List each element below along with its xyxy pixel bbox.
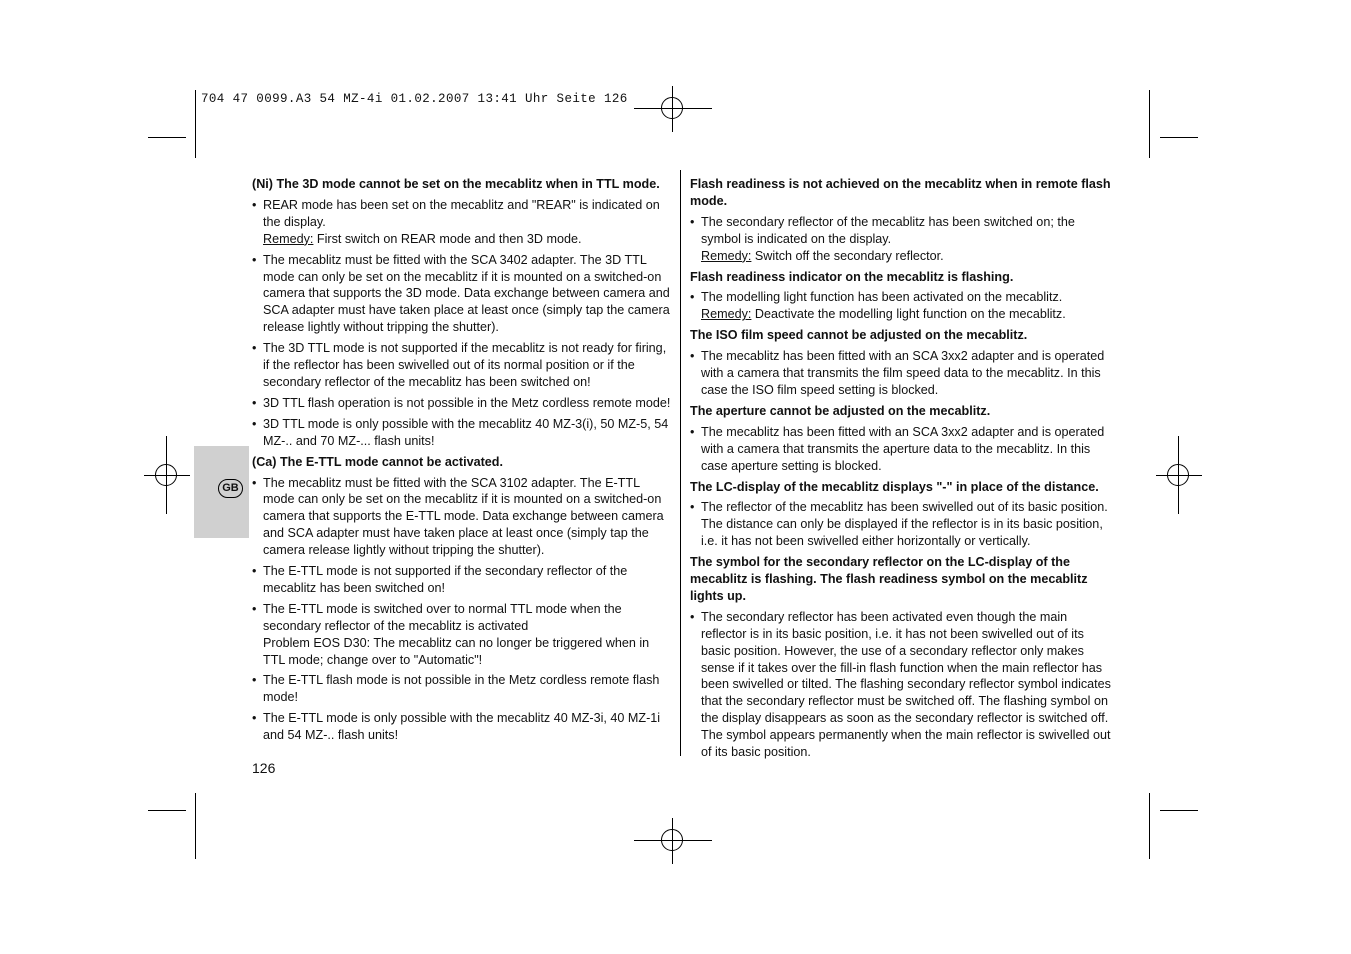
item-text: The 3D TTL mode is not supported if the mecablitz is not ready for firing, if the reflector has been swivelled out of its normal position or if the secondary reflector of the mecablitz has been switched on! xyxy=(263,341,667,389)
bullet-list xyxy=(252,475,672,745)
troubleshooting-section xyxy=(690,403,1112,475)
list-item xyxy=(690,609,1112,761)
troubleshooting-section xyxy=(252,176,672,450)
list-item xyxy=(690,424,1112,475)
remedy-label: Remedy: xyxy=(701,248,752,263)
item-text: The E-TTL mode is not supported if the secondary reflector of the mecablitz has been switched on! xyxy=(263,564,628,595)
item-text: The mecablitz must be fitted with the SCA 3102 adapter. The E-TTL mode can only be set on the mecablitz if it is mounted on a switched-on camera that supports the E-TTL mode. Data exchange between camera and SCA adapter must have taken place at least once (simply tap the camera release lightly without tripping the shutter). xyxy=(263,475,664,558)
list-item xyxy=(252,395,672,412)
item-text: 3D TTL mode is only possible with the mecablitz 40 MZ-3(i), 50 MZ-5, 54 MZ-.. and 70 MZ-... flash units! xyxy=(263,416,669,448)
left-column xyxy=(252,176,672,748)
list-item xyxy=(252,340,672,391)
item-text: The E-TTL mode is only possible with the mecablitz 40 MZ-3i, 40 MZ-1i and 54 MZ-.. flash units! xyxy=(263,711,661,743)
remedy-text: Deactivate the modelling light function on the mecablitz. xyxy=(751,307,1066,322)
section-heading: (Ca) The E-TTL mode cannot be activated. xyxy=(252,454,503,469)
section-heading: Flash readiness indicator on the mecablitz is flashing. xyxy=(690,269,1014,284)
section-heading: The aperture cannot be adjusted on the mecablitz. xyxy=(690,403,991,418)
list-item xyxy=(252,672,672,706)
section-heading: The ISO film speed cannot be adjusted on the mecablitz. xyxy=(690,328,1028,343)
language-badge: GB xyxy=(218,479,243,498)
item-text: The mecablitz has been fitted with an SCA 3xx2 adapter and is operated with a camera that transmits the film speed data to the mecablitz. In this case the ISO film speed setting is blocked. xyxy=(701,349,1105,397)
troubleshooting-section xyxy=(690,479,1112,551)
list-item xyxy=(690,499,1112,550)
list-item xyxy=(690,348,1112,399)
bullet-list xyxy=(690,348,1112,399)
crop-mark xyxy=(1149,90,1150,158)
list-item xyxy=(252,475,672,560)
crop-mark xyxy=(1160,137,1198,138)
section-heading: (Ni) The 3D mode cannot be set on the mecablitz when in TTL mode. xyxy=(252,177,660,191)
list-item xyxy=(252,710,672,744)
troubleshooting-section xyxy=(690,176,1112,265)
item-note: Problem EOS D30: The mecablitz can no longer be triggered when in TTL mode; change over to "Automatic"! xyxy=(263,635,650,667)
section-heading: The symbol for the secondary reflector on the LC-display of the mecablitz is flashing. The flash readiness symbol on the mecablitz lights up. xyxy=(690,555,1088,603)
crop-mark xyxy=(195,90,196,158)
remedy-text: First switch on REAR mode and then 3D mode. xyxy=(313,231,582,246)
crop-mark xyxy=(1160,810,1198,811)
page-number: 126 xyxy=(252,760,276,776)
right-column xyxy=(690,176,1112,765)
list-item xyxy=(252,416,672,450)
item-text: The E-TTL flash mode is not possible in the Metz cordless remote flash mode! xyxy=(263,673,660,705)
section-heading: Flash readiness is not achieved on the mecablitz when in remote flash mode. xyxy=(690,177,1111,208)
item-text: The secondary reflector has been activated even though the main reflector is in its basic position, i.e. it has not been swivelled out of its basic position. However, the use of a secondary reflector only makes sense if it takes over the fill-in flash function when the main reflector has been swivelled or tilted. The flashing secondary reflector symbol indicates that the secondary reflector must be switched off. The flashing symbol on the display disappears as soon as the secondary reflector is switched off. The symbol appears permanently when the main reflector is swivelled out of its basic position. xyxy=(701,609,1111,760)
item-text: REAR mode has been set on the mecablitz and "REAR" is indicated on the display. xyxy=(263,197,660,229)
troubleshooting-section xyxy=(690,269,1112,324)
troubleshooting-section xyxy=(252,454,672,745)
print-header: 704 47 0099.A3 54 MZ-4i 01.02.2007 13:41 Uhr Seite 126 xyxy=(201,92,628,106)
bullet-list xyxy=(690,499,1112,550)
list-item xyxy=(252,601,672,669)
bullet-list xyxy=(252,197,672,450)
remedy-label: Remedy: xyxy=(701,307,752,322)
item-text: The reflector of the mecablitz has been swivelled out of its basic position. The distance can only be displayed if the reflector is in its basic position, i.e. it has not been swivelled either horizontally or vertically. xyxy=(701,500,1108,549)
item-text: The E-TTL mode is switched over to normal TTL mode when the secondary reflector of the mecablitz is activated xyxy=(263,601,622,633)
troubleshooting-section xyxy=(690,554,1112,761)
item-text: The mecablitz must be fitted with the SCA 3402 adapter. The 3D TTL mode can only be set on the mecablitz if it is mounted on a switched-on camera that supports the 3D mode. Data exchange between camera and SCA adapter must have taken place at least once (simply tap the camera release lightly without tripping the shutter). xyxy=(263,252,670,335)
remedy-label: Remedy: xyxy=(263,231,314,246)
crop-mark xyxy=(148,137,186,138)
section-heading: The LC-display of the mecablitz displays "-" in place of the distance. xyxy=(690,479,1099,494)
item-text: The modelling light function has been activated on the mecablitz. xyxy=(701,290,1063,305)
remedy-text: Switch off the secondary reflector. xyxy=(751,248,944,263)
crop-mark xyxy=(1149,793,1150,859)
bullet-list xyxy=(690,424,1112,475)
list-item xyxy=(252,563,672,597)
list-item xyxy=(690,214,1112,265)
troubleshooting-section xyxy=(690,327,1112,399)
list-item xyxy=(252,252,672,337)
bullet-list xyxy=(690,214,1112,265)
list-item xyxy=(252,197,672,248)
crop-mark xyxy=(195,793,196,859)
item-text: 3D TTL flash operation is not possible in the Metz cordless remote mode! xyxy=(263,395,671,410)
bullet-list xyxy=(690,289,1112,323)
column-divider xyxy=(680,170,681,756)
list-item xyxy=(690,289,1112,323)
item-text: The secondary reflector of the mecablitz has been switched on; the symbol is indicated on the display. xyxy=(701,214,1075,246)
item-text: The mecablitz has been fitted with an SCA 3xx2 adapter and is operated with a camera that transmits the aperture data to the mecablitz. In this case aperture setting is blocked. xyxy=(701,424,1105,473)
bullet-list xyxy=(690,609,1112,761)
crop-mark xyxy=(148,810,186,811)
